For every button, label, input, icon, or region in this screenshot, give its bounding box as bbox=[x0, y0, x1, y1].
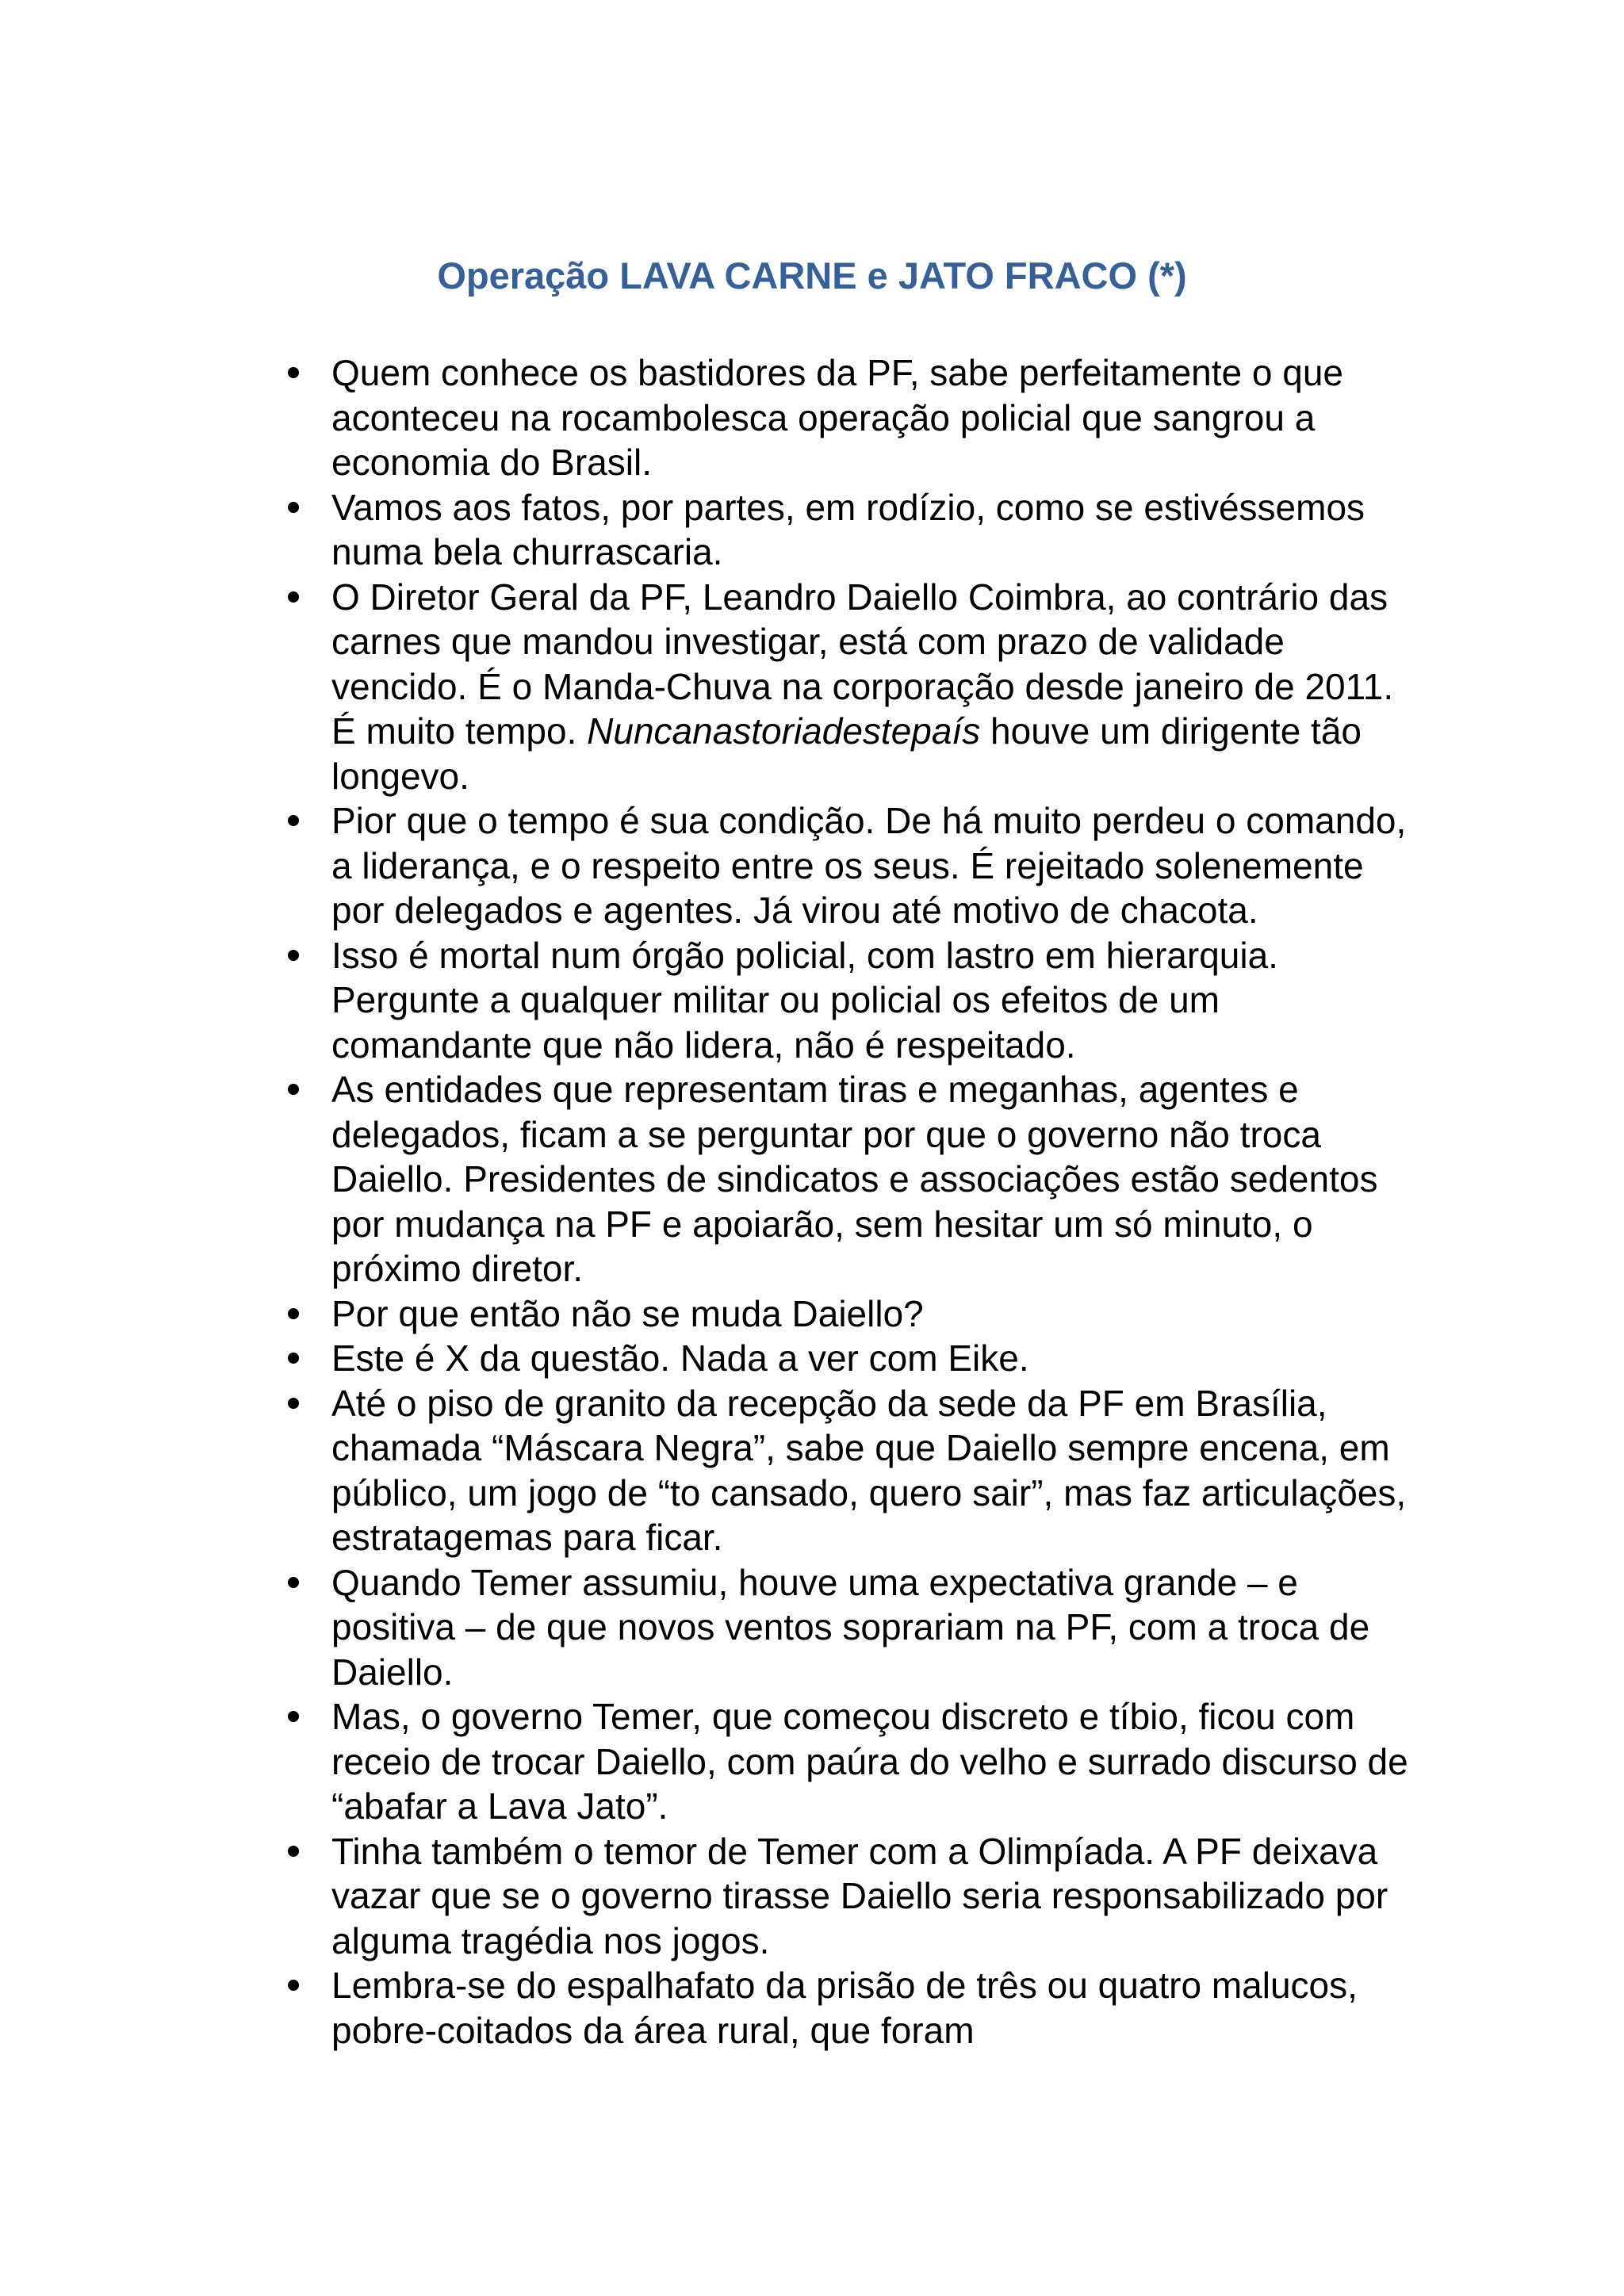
paragraph-text: Por que então não se muda Daiello? bbox=[331, 1292, 924, 1334]
list-item bbox=[282, 1963, 1408, 2053]
paragraph-text bbox=[331, 576, 1393, 797]
bullet-icon bbox=[288, 1398, 299, 1409]
paragraph-text: Mas, o governo Temer, que começou discreto e tíbio, ficou com receio de trocar Daiello, com paúra do velho e surrado discurso de “abafar a Lava Jato”. bbox=[331, 1696, 1408, 1827]
bullet-list bbox=[282, 350, 1408, 2053]
list-item bbox=[282, 1336, 1408, 1381]
bullet-icon bbox=[288, 591, 299, 603]
list-item bbox=[282, 1560, 1408, 1695]
bullet-icon bbox=[288, 1846, 299, 1857]
list-item bbox=[282, 350, 1408, 485]
list-item bbox=[282, 933, 1408, 1068]
bullet-icon bbox=[288, 1711, 299, 1722]
bullet-icon bbox=[288, 502, 299, 513]
bullet-icon bbox=[288, 950, 299, 961]
paragraph-text: Quando Temer assumiu, houve uma expectativa grande – e positiva – de que novos ventos soprariam na PF, com a troca de Daiello. bbox=[331, 1561, 1370, 1693]
bullet-icon bbox=[288, 1308, 299, 1319]
list-item bbox=[282, 1292, 1408, 1337]
paragraph-text: As entidades que representam tiras e meganhas, agentes e delegados, ficam a se perguntar por que o governo não troca Daiello. Presidentes de sindicatos e associações estão sedentos por mudança na PF e apoiarão, sem hesitar um só minuto, o próximo diretor. bbox=[331, 1069, 1378, 1289]
bullet-icon bbox=[288, 1084, 299, 1095]
paragraph-text: Lembra-se do espalhafato da prisão de três ou quatro malucos, pobre-coitados da área rural, que foram bbox=[331, 1965, 1358, 2051]
bullet-icon bbox=[288, 1980, 299, 1991]
italic-phrase: Nuncanastoriadestepaís bbox=[587, 710, 981, 752]
list-item bbox=[282, 1694, 1408, 1829]
bullet-icon bbox=[288, 1577, 299, 1588]
list-item bbox=[282, 1067, 1408, 1292]
list-item bbox=[282, 1381, 1408, 1560]
paragraph-text: Até o piso de granito da recepção da sede da PF em Brasília, chamada “Máscara Negra”, sabe que Daiello sempre encena, em público, um jogo de “to cansado, quero sair”, mas faz articulações, estratagemas para ficar. bbox=[331, 1382, 1407, 1558]
list-item bbox=[282, 798, 1408, 933]
paragraph-text: Tinha também o temor de Temer com a Olimpíada. A PF deixava vazar que se o governo tirasse Daiello seria responsabilizado por alguma tragédia nos jogos. bbox=[331, 1830, 1388, 1961]
paragraph-text: Isso é mortal num órgão policial, com lastro em hierarquia. Pergunte a qualquer militar ou policial os efeitos de um comandante que não lidera, não é respeitado. bbox=[331, 934, 1278, 1066]
paragraph-text: Pior que o tempo é sua condição. De há muito perdeu o comando, a liderança, e o respeito entre os seus. É rejeitado solenemente por delegados e agentes. Já virou até motivo de chacota. bbox=[331, 800, 1407, 931]
list-item bbox=[282, 1829, 1408, 1964]
bullet-icon bbox=[288, 815, 299, 826]
paragraph-text: Este é X da questão. Nada a ver com Eike. bbox=[331, 1337, 1029, 1379]
bullet-icon bbox=[288, 367, 299, 378]
paragraph-text: Vamos aos fatos, por partes, em rodízio, como se estivéssemos numa bela churrascaria. bbox=[331, 486, 1365, 572]
paragraph-text-start: O Diretor Geral da PF, Leandro Daiello Coimbra, ao contrário das carnes que mandou investigar, está com prazo de validade vencido. É o Manda-Chuva na corporação desde janeiro de 2011. É muito tempo. bbox=[331, 576, 1394, 752]
list-item bbox=[282, 485, 1408, 575]
paragraph-text: Quem conhece os bastidores da PF, sabe perfeitamente o que aconteceu na rocambolesca operação policial que sangrou a economia do Brasil. bbox=[331, 352, 1344, 483]
paragraph-text-end: houve um dirigente tão longevo. bbox=[331, 710, 1362, 797]
list-item bbox=[282, 575, 1408, 799]
document-title: Operação LAVA CARNE e JATO FRACO (*) bbox=[437, 254, 1187, 297]
bullet-icon bbox=[288, 1353, 299, 1364]
